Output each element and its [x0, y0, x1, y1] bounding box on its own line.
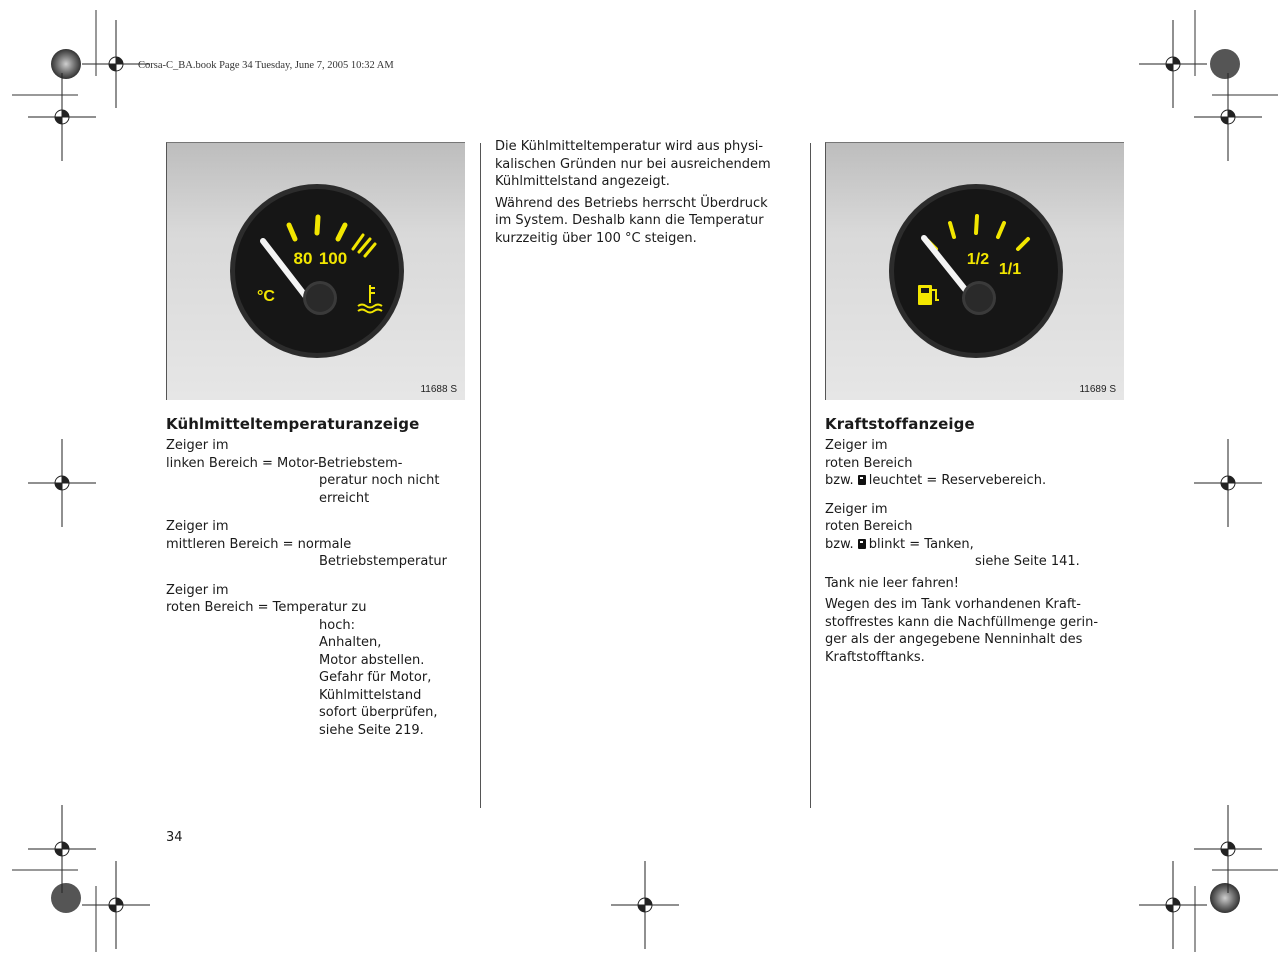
gauge-unit-celsius: °C: [257, 288, 275, 305]
text-line: siehe Seite 219.: [319, 722, 424, 738]
text-line: mittleren Bereich = normale: [166, 536, 352, 552]
text-line: stoffrestes kann die Nachfüllmenge gerin-: [825, 614, 1099, 630]
text-line: im System. Deshalb kann die Temperatur: [495, 213, 764, 228]
middle-column: [495, 138, 800, 247]
page-reference: siehe Seite 141.: [975, 554, 1080, 569]
text-line: Während des Betriebs herrscht Überdruck: [495, 195, 768, 211]
gauge-label-full: 1/1: [998, 261, 1022, 278]
coolant-description: [166, 437, 466, 739]
fuel-gauge: [826, 143, 1124, 400]
text-line: ger als der angegebene Nenninhalt des: [825, 632, 1083, 647]
text-line: roten Bereich = Temperatur zu: [166, 600, 367, 615]
figure-code: 11688 S: [420, 384, 457, 395]
text-line: sofort überprüfen,: [319, 705, 438, 720]
fuel-pump-icon: [858, 475, 866, 485]
text-line: Zeiger im: [166, 438, 229, 453]
text-line: Zeiger im: [166, 519, 229, 534]
text-line: roten Bereich: [825, 519, 913, 534]
column-divider-right: [810, 143, 811, 808]
text-line: Anhalten,: [319, 635, 382, 650]
text-line: erreicht: [319, 490, 370, 506]
left-column: [166, 415, 466, 739]
gauge-label-80: 80: [293, 249, 313, 268]
text-line: Zeiger im: [825, 501, 888, 517]
column-divider-left: [480, 143, 481, 808]
text-line: Zeiger im: [166, 582, 229, 598]
fuel-pump-icon: [858, 539, 866, 549]
text-line: bzw. blinkt = Tanken,: [825, 536, 974, 552]
print-header: Corsa-C_BA.book Page 34 Tuesday, June 7, 2005 10:32 AM: [138, 60, 394, 71]
coolant-gauge-figure: [166, 142, 465, 400]
gauge-label-100: 100: [318, 249, 348, 268]
page-number: 34: [166, 830, 183, 845]
gauge-label-half: 1/2: [966, 251, 990, 268]
text-line: Kraftstofftanks.: [825, 649, 925, 665]
text-line: Kühlmittelstand: [319, 687, 422, 703]
text-line: Motor abstellen.: [319, 652, 425, 668]
coolant-gauge: [167, 143, 465, 400]
text-line: bzw. leuchtet = Reservebereich.: [825, 473, 1047, 488]
text-line: roten Bereich: [825, 455, 913, 471]
text-line: Zeiger im: [825, 438, 888, 453]
text-line: linken Bereich = Motor-Betriebstem-: [166, 455, 403, 471]
warning-note: Tank nie leer fahren!: [825, 575, 960, 591]
fuel-gauge-figure: [825, 142, 1124, 400]
figure-code: 11689 S: [1079, 384, 1116, 395]
fuel-heading: Kraftstoffanzeige: [825, 415, 975, 433]
text-line: kalischen Gründen nur bei ausreichendem: [495, 156, 771, 172]
text-line: Die Kühlmitteltemperatur wird aus physi-: [495, 139, 764, 154]
text-line: kurzzeitig über 100 °C steigen.: [495, 230, 697, 246]
right-column: [825, 415, 1125, 666]
coolant-heading: Kühlmitteltemperaturanzeige: [166, 415, 420, 433]
text-line: Kühlmittelstand angezeigt.: [495, 174, 670, 189]
text-line: Wegen des im Tank vorhandenen Kraft-: [825, 597, 1081, 612]
text-line: hoch:: [319, 617, 355, 633]
text-line: Gefahr für Motor,: [319, 670, 432, 685]
text-line: peratur noch nicht: [319, 473, 440, 488]
text-line: Betriebstemperatur: [319, 554, 447, 569]
